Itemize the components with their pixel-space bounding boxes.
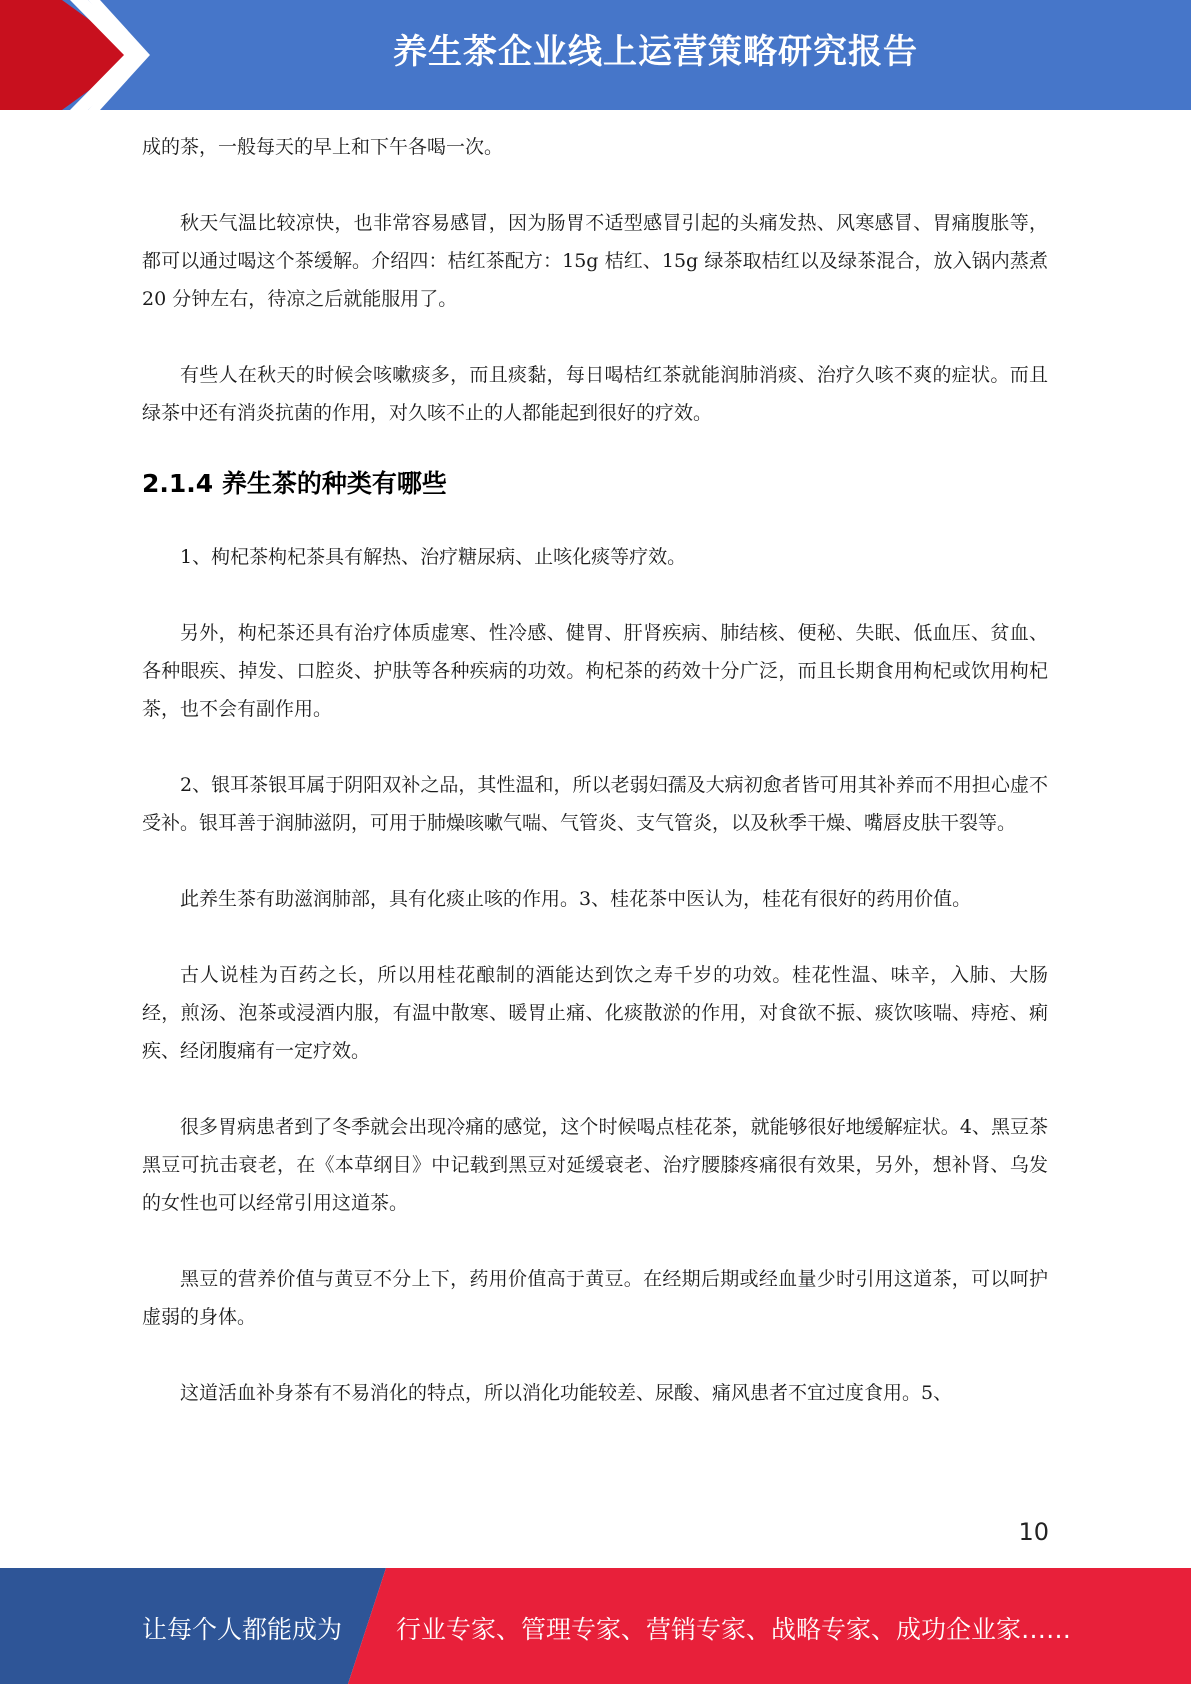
section-heading: 2.1.4 养生茶的种类有哪些 [142, 469, 447, 498]
footer-slogan-right: 行业专家、管理专家、营销专家、战略专家、成功企业家…… [396, 1615, 1072, 1644]
body-paragraph: 成的茶，一般每天的早上和下午各喝一次。 [142, 136, 504, 158]
document-body [142, 128, 1048, 1450]
body-paragraph: 另外，枸杞茶还具有治疗体质虚寒、性冷感、健胃、肝肾疾病、肺结核、便秘、失眠、低血压、贫血、各种眼疾、掉发、口腔炎、护肤等各种疾病的功效。枸杞茶的药效十分广泛，而且长期食用枸杞或饮用枸杞茶，也不会有副作用。 [142, 622, 1048, 720]
body-paragraph: 很多胃病患者到了冬季就会出现冷痛的感觉，这个时候喝点桂花茶，就能够很好地缓解症状。4、黑豆茶黑豆可抗击衰老，在《本草纲目》中记载到黑豆对延缓衰老、治疗腰膝疼痛很有效果，另外，想补肾、乌发的女性也可以经常引用这道茶。 [142, 1116, 1048, 1214]
header-title: 养生茶企业线上运营策略研究报告 [393, 32, 918, 72]
body-paragraph: 黑豆的营养价值与黄豆不分上下，药用价值高于黄豆。在经期后期或经血量少时引用这道茶，可以呵护虚弱的身体。 [142, 1268, 1048, 1328]
body-paragraph: 这道活血补身茶有不易消化的特点，所以消化功能较差、尿酸、痛风患者不宜过度食用。5、 [180, 1382, 953, 1404]
body-paragraph: 秋天气温比较凉快，也非常容易感冒，因为肠胃不适型感冒引起的头痛发热、风寒感冒、胃痛腹胀等，都可以通过喝这个茶缓解。介绍四：桔红茶配方：15g 桔红、15g 绿茶取桔红以及绿茶混合，放入锅内蒸煮 20 分钟左右，待凉之后就能服用了。 [142, 212, 1048, 310]
paragraph-group-top [142, 128, 1048, 432]
body-paragraph: 此养生茶有助滋润肺部，具有化痰止咳的作用。3、桂花茶中医认为，桂花有很好的药用价值。 [180, 888, 972, 910]
paragraph-group-bottom [142, 538, 1048, 1412]
footer-slogan-left: 让每个人都能成为 [142, 1615, 343, 1644]
body-paragraph: 有些人在秋天的时候会咳嗽痰多，而且痰黏，每日喝桔红茶就能润肺消痰、治疗久咳不爽的症状。而且绿茶中还有消炎抗菌的作用，对久咳不止的人都能起到很好的疗效。 [142, 364, 1048, 424]
body-paragraph: 古人说桂为百药之长，所以用桂花酿制的酒能达到饮之寿千岁的功效。桂花性温、味辛，入肺、大肠经，煎汤、泡茶或浸酒内服，有温中散寒、暖胃止痛、化痰散淤的作用，对食欲不振、痰饮咳喘、痔疮、痢疾、经闭腹痛有一定疗效。 [142, 964, 1048, 1062]
page-number: 10 [1018, 1518, 1049, 1546]
body-paragraph: 1、枸杞茶枸杞茶具有解热、治疗糖尿病、止咳化痰等疗效。 [180, 546, 687, 568]
page-footer [0, 1568, 1191, 1684]
body-paragraph: 2、银耳茶银耳属于阴阳双补之品，其性温和，所以老弱妇孺及大病初愈者皆可用其补养而不用担心虚不受补。银耳善于润肺滋阴，可用于肺燥咳嗽气喘、气管炎、支气管炎，以及秋季干燥、嘴唇皮肤干裂等。 [142, 774, 1048, 834]
page-header [0, 0, 1191, 110]
